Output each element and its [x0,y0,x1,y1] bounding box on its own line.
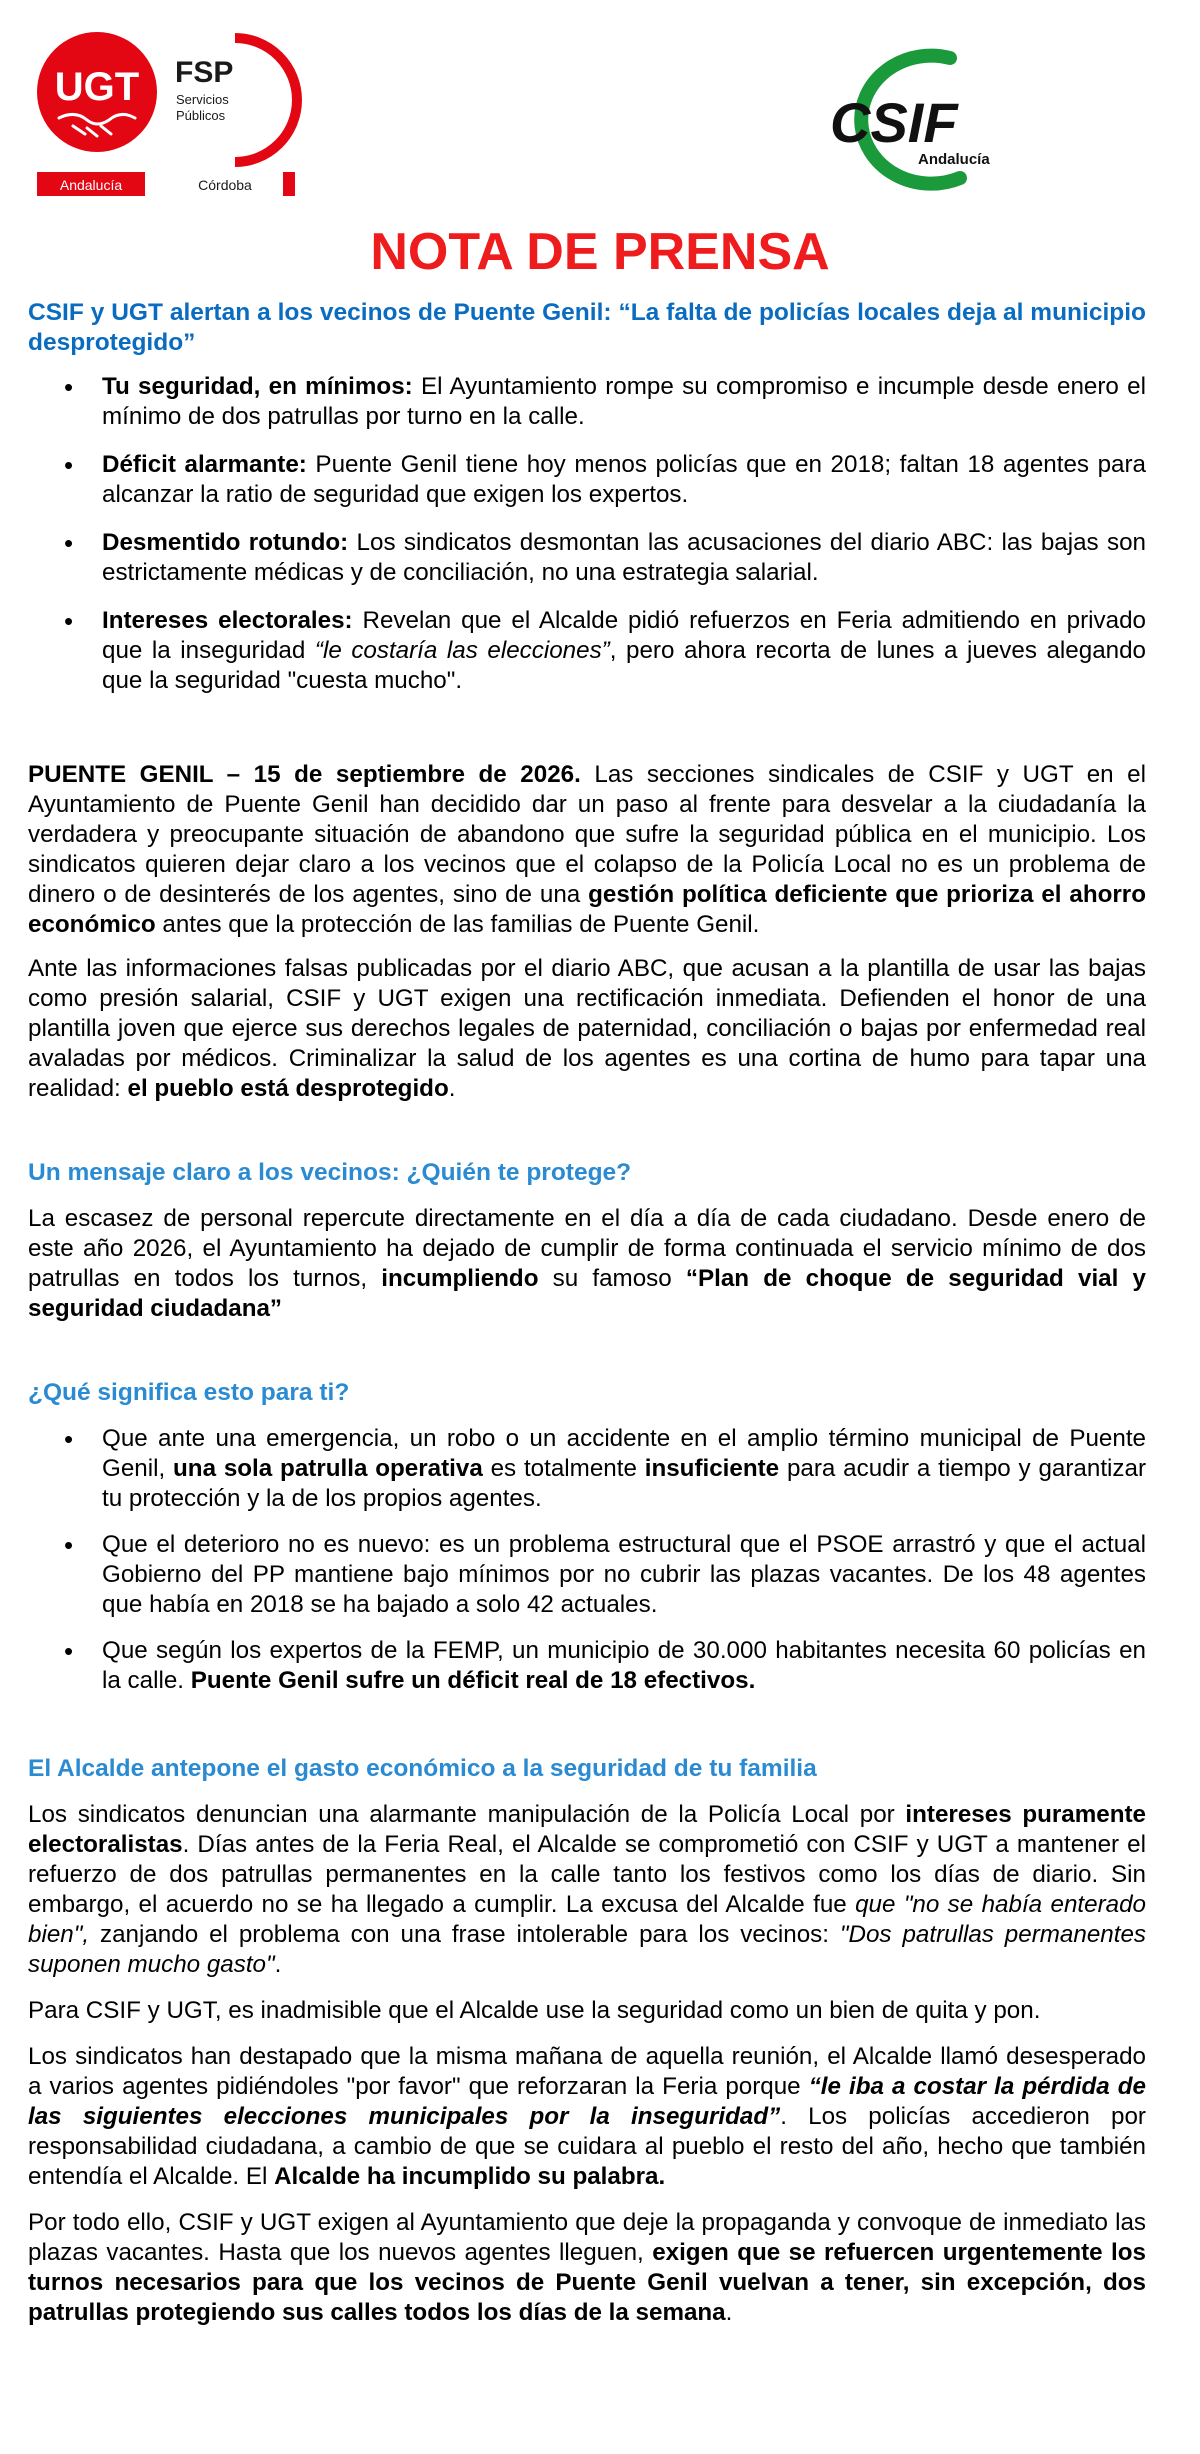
section-text: zanjando el problema con una frase intolerable para los vecinos: [89,1921,840,1948]
list-item [28,1530,1146,1620]
section-heading-2: ¿Qué significa esto para ti? [28,1379,350,1406]
fsp-arc [235,38,297,162]
highlight-text: Puente Genil tiene hoy menos policías que en 2018; faltan 18 agentes para alcanzar la ratio de seguridad que exigen los expertos. [102,451,1146,508]
highlight-item [28,450,1146,510]
highlight-text-end: , pero ahora recorta de lunes a jueves alegando que la seguridad "cuesta mucho". [102,637,1147,694]
intro-paragraph-1 [28,760,1146,940]
highlight-bold: Tu seguridad, en mínimos: [102,373,413,400]
ugt-region: Andalucía [59,177,123,193]
csif-region: Andalucía [918,151,990,168]
ugt-initials: UGT [54,65,140,109]
page-title: NOTA DE PRENSA [370,223,830,281]
section-bold-italic: “le iba a costar la pérdida de las siguientes elecciones municipales por la inseguridad” [28,2073,1146,2130]
list-bold: insuficiente [644,1455,780,1482]
section-bold: incumpliendo [381,1265,539,1292]
press-release-body [28,298,1146,2328]
logo-header [0,0,1200,210]
dateline: PUENTE GENIL – 15 de septiembre de 2026. [28,761,581,788]
list-item [28,1424,1146,1514]
section3-paragraph-1 [28,1800,1146,1980]
section1-paragraph [28,1204,1146,1324]
section3-paragraph-2: Para CSIF y UGT, es inadmisible que el Alcalde use la seguridad como un bien de quita y pon. [28,1997,1041,2024]
ugt-city: Córdoba [198,177,252,193]
list-item [28,1636,1146,1696]
section-text: . [725,2299,733,2326]
highlights-list [28,372,1146,696]
list-bold: una sola patrulla operativa [173,1455,483,1482]
intro-paragraph-2 [28,954,1146,1104]
section-italic: que "no se había enterado bien", [28,1891,1146,1948]
highlight-item [28,528,1146,588]
city-bar [283,172,295,196]
intro-text: . [448,1075,456,1102]
section3-paragraph-4 [28,2208,1146,2328]
intro-text: Ante las informaciones falsas publicadas por el diario ABC, que acusan a la plantilla de usar las bajas como presión salarial, CSIF y UGT exigen una rectificación inmediata. Defienden el honor de una plantilla joven que ejerce sus derechos legales de paternidad, conciliación o bajas por enfermedad real avaladas por médicos. Criminalizar la salud de los agentes es una cortina de humo para tapar una realidad: [28,955,1146,1102]
highlight-bold: Desmentido rotundo: [102,529,349,556]
fsp-brand: FSP [175,56,234,89]
csif-name: CSIF [830,91,958,154]
section-heading-1: Un mensaje claro a los vecinos: ¿Quién te protege? [28,1159,632,1186]
csif-logo [800,40,1040,200]
highlight-text: El Ayuntamiento rompe su compromiso e incumple desde enero el mínimo de dos patrullas por turno en la calle. [102,373,1146,430]
section-text: . [274,1951,282,1978]
highlight-quote: “le costaría las elecciones” [314,637,610,664]
highlight-item [28,372,1146,432]
section-bold: exigen que se refuercen urgentemente los turnos necesarios para que los vecinos de Puente Genil vuelvan a tener, sin excepción, dos patrullas protegiendo sus calles todos los días de la semana [28,2239,1147,2326]
fsp-line1: Servicios [176,92,229,107]
headline: CSIF y UGT alertan a los vecinos de Puente Genil: “La falta de policías locales deja al municipio desprotegido” [28,299,1146,356]
section-text: . Días antes de la Feria Real, el Alcalde se comprometió con CSIF y UGT a mantener el refuerzo de dos patrullas permanentes en la calle tanto los festivos como los días de diario. Sin embargo, el acuerdo no se ha llegado a cumplir. La excusa del Alcalde fue [28,1831,1146,1918]
list-text: para acudir a tiempo y garantizar tu protección y la de los propios agentes. [102,1455,1147,1512]
section3-paragraph-3 [28,2042,1146,2192]
section-heading-3: El Alcalde antepone el gasto económico a la seguridad de tu familia [28,1755,817,1782]
csif-logo-graphic [800,40,1040,200]
list-text: Que el deterioro no es nuevo: es un problema estructural que el PSOE arrastró y que el actual Gobierno del PP mantiene bajo mínimos por no cubrir las plazas vacantes. De los 48 agentes que había en 2018 se ha bajado a solo 42 actuales. [102,1531,1146,1618]
intro-text: antes que la protección de las familias de Puente Genil. [155,911,760,938]
list-text: es totalmente [482,1455,645,1482]
section-text: La escasez de personal repercute directamente en el día a día de cada ciudadano. Desde enero de este año 2026, el Ayuntamiento ha dejado de cumplir de forma continuada el servicio mínimo de dos patrullas en todos los turnos, [28,1205,1146,1292]
highlight-text: Revelan que el Alcalde pidió refuerzos en Feria admitiendo en privado que la inseguridad [102,607,1147,664]
highlight-item [28,606,1146,696]
list-text: Que según los expertos de la FEMP, un municipio de 30.000 habitantes necesita 60 policías en la calle. [102,1637,1146,1694]
highlight-bold: Intereses electorales: [102,607,353,634]
section2-list [28,1424,1146,1696]
section-bold: intereses puramente electoralistas [28,1801,1146,1858]
intro-bold: gestión política deficiente que prioriza el ahorro económico [28,881,1146,938]
section-bold: Alcalde ha incumplido su palabra. [274,2163,666,2190]
highlight-text: Los sindicatos desmontan las acusaciones del diario ABC: las bajas son estrictamente médicas y de conciliación, no una estrategia salarial. [102,529,1146,586]
section-italic: "Dos patrullas permanentes suponen mucho gasto" [28,1921,1146,1978]
section-text: Por todo ello, CSIF y UGT exigen al Ayuntamiento que deje la propaganda y convoque de inmediato las plazas vacantes. Hasta que los nuevos agentes lleguen, [28,2209,1146,2266]
ugt-logo-graphic [35,30,305,205]
ugt-fsp-logo [35,30,305,205]
section-text: Los sindicatos han destapado que la misma mañana de aquella reunión, el Alcalde llamó desesperado a varios agentes pidiéndoles "por favor" que reforzaran la Feria porque [28,2043,1146,2100]
section-text: su famoso [538,1265,686,1292]
highlight-bold: Déficit alarmante: [102,451,307,478]
section-text: Los sindicatos denuncian una alarmante manipulación de la Policía Local por [28,1801,906,1828]
intro-bold: el pueblo está desprotegido [127,1075,449,1102]
intro-text: Las secciones sindicales de CSIF y UGT en el Ayuntamiento de Puente Genil han decidido dar un paso al frente para desvelar a la ciudadanía la verdadera y preocupante situación de abandono que sufre la seguridad pública en el municipio. Los sindicatos quieren dejar claro a los vecinos que el colapso de la Policía Local no es un problema de dinero o de desinterés de los agentes, sino de una [28,761,1146,908]
section-text: . Los policías accedieron por responsabilidad ciudadana, a cambio de que se cuidara al pueblo el resto del año, hecho que también entendía el Alcalde. El [28,2103,1146,2190]
section-bold: “Plan de choque de seguridad vial y seguridad ciudadana” [28,1265,1146,1322]
list-text: Que ante una emergencia, un robo o un accidente en el amplio término municipal de Puente Genil, [102,1425,1146,1482]
fsp-line2: Públicos [176,108,226,123]
list-bold: Puente Genil sufre un déficit real de 18 efectivos. [190,1667,756,1694]
